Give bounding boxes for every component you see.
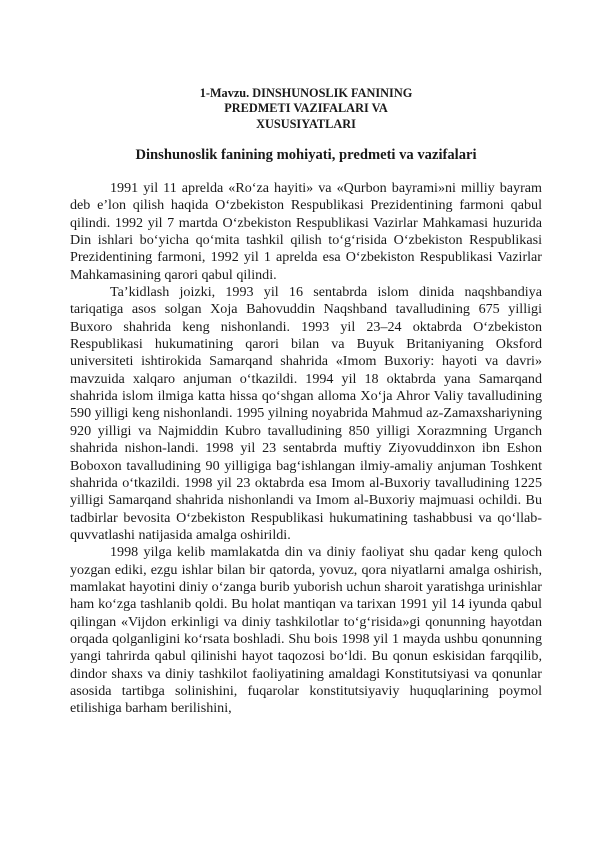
paragraph-1: 1991 yil 11 aprelda «Ro‘za hayiti» va «Qurbon bayrami»ni milliy bayram deb e’lon qilish haqida O‘zbekiston Respublikasi Prezidentining farmoni qabul qilindi. 1992 yil 7 martda O‘zbekiston Respublikasi Vazirlar Mahkamasi huzurida Din ishlari bo‘yicha qo‘mita tashkil qilish to‘g‘risida O‘zbekiston Respublikasi Prezidentining farmoni, 1992 yil 1 aprelda esa O‘zbekiston Respublikasi Vazirlar Mahkamasining qarori qabul qilindi. <box>70 180 542 283</box>
chapter-heading <box>70 86 542 132</box>
chapter-heading-line-2: PREDMETI VAZIFALARI VA <box>224 101 388 116</box>
chapter-heading-line-3: XUSUSIYATLARI <box>256 116 356 131</box>
chapter-heading-line-1: 1-Mavzu. DINSHUNOSLIK FANINING <box>199 86 413 100</box>
body-text <box>70 180 542 718</box>
paragraph-3: 1998 yilga kelib mamlakatda din va diniy faoliyat shu qadar keng quloch yozgan ediki, ezgu ishlar bilan bir qatorda, yovuz, qora niyatlarni amalga oshirish, mamlakat hayotini diniy o‘zanga burib yuborish uchun sharoit yaratishga urinishlar ham ko‘zga tashlanib qoldi. Bu holat mantiqan va tarixan 1991 yil 14 iyunda qabul qilingan «Vijdon erkinligi va diniy tashkilotlar to‘g‘risida»gi qonunning hayotdan orqada qolganligini ko‘rsata boshladi. Shu bois 1998 yil 1 mayda ushbu qonunning yangi tahrirda qabul qilinishi hayot taqozosi bo‘ldi. Bu qonun eskisidan farqqilib, dindor shaxs va diniy tashkilot faoliyatining amaldagi Konstitutsiyasi va qonunlar asosida tartibga solinishini, fuqarolar konstitutsiyaviy huquqlarining poymol etilishiga barham berilishini, <box>70 544 542 717</box>
paragraph-2: Ta’kidlash joizki, 1993 yil 16 sentabrda islom dinida naqshbandiya tariqatiga asos solgan Xoja Bahovuddin Naqshband tavalludining 675 yilligi Buxoro shahrida keng nishonlandi. 1993 yil 23–24 oktabrda O‘zbekiston Respublikasi hukumatining qarori bilan va Buyuk Britaniyaning Oksford universiteti ishtirokida Samarqand shahrida «Imom Buxoriy: hayoti va davri» mavzuida xalqaro anjuman o‘tkazildi. 1994 yil 18 oktabrda yana Samarqand shahrida islom ilmiga katta hissa qo‘shgan alloma Xo‘ja Ahror Valiy tavalludining 590 yilligi keng nishonlandi. 1995 yilning noyabrida Mahmud az-Zamaxshariyning 920 yilligi va Najmiddin Kubro tavalludining 850 yilligi Xorazmning Urganch shahrida nishon-landi. 1998 yil 23 sentabrda muftiy Ziyovuddinxon ibn Eshon Boboxon tavalludining 90 yilligiga bag‘ishlangan ilmiy-amaliy anjuman Toshkent shahrida o‘tkazildi. 1998 yil 23 oktabrda esa Imom al-Buxoriy tavalludining 1225 yilligi Samarqand shahrida nishonlandi va Imom al-Buxoriy majmuasi ochildi. Bu tadbirlar bevosita O‘zbekiston Respublikasi hukumatining tashabbusi va qo‘llab-quvvatlashi natijasida amalga oshirildi. <box>70 284 542 543</box>
section-title: Dinshunoslik fanining mohiyati, predmeti va vazifalari <box>135 147 477 163</box>
